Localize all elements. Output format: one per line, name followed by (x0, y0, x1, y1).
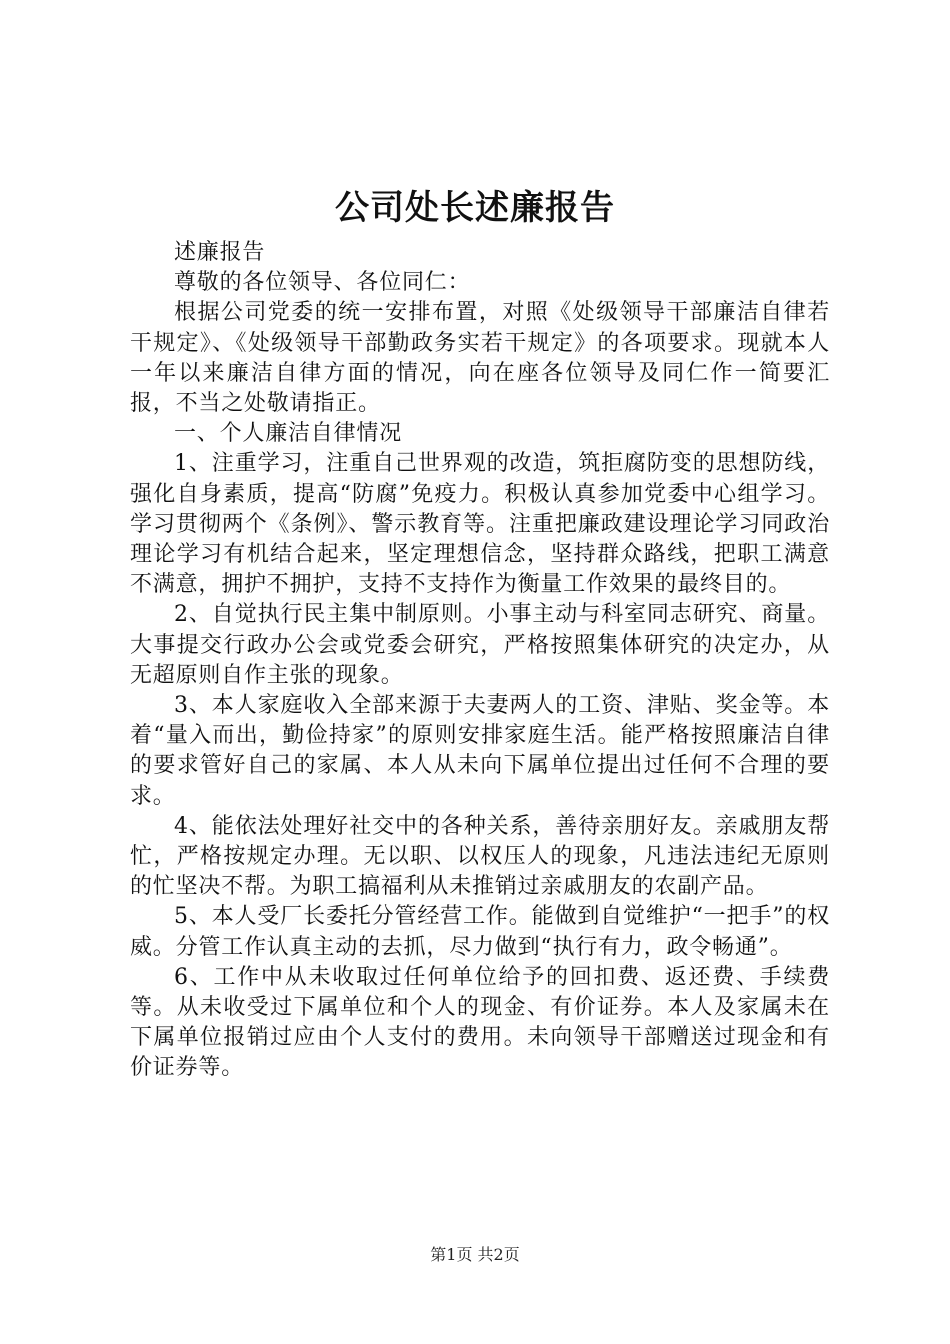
paragraph-item-2: 2、自觉执行民主集中制原则。小事主动与科室同志研究、商量。大事提交行政办公会或党委会研究，严格按照集体研究的决定办，从无超原则自作主张的现象。 (130, 602, 830, 688)
paragraph-item-3: 3、本人家庭收入全部来源于夫妻两人的工资、津贴、奖金等。本着“量入而出，勤俭持家”的原则安排家庭生活。能严格按照廉洁自律的要求管好自己的家属、本人从未向下属单位提出过任何不合理的要求。 (130, 693, 830, 809)
paragraph-heading: 述廉报告 (174, 240, 266, 265)
page-title: 公司处长述廉报告 (335, 188, 615, 228)
paragraph-intro: 根据公司党委的统一安排布置，对照《处级领导干部廉洁自律若干规定》、《处级领导干部勤政务实若干规定》的各项要求。现就本人一年以来廉洁自律方面的情况，向在座各位领导及同仁作一简要汇报，不当之处敬请指正。 (130, 300, 830, 417)
paragraph-item-6: 6、工作中从未收取过任何单位给予的回扣费、返还费、手续费等。从未收受过下属单位和个人的现金、有价证券。本人及家属未在下属单位报销过应由个人支付的费用。未向领导干部赠送过现金和有价证券等。 (130, 964, 830, 1081)
paragraph-item-1: 1、注重学习，注重自己世界观的改造，筑拒腐防变的思想防线，强化自身素质，提高“防腐”免疫力。积极认真参加党委中心组学习。学习贯彻两个《条例》、警示教育等。注重把廉政建设理论学习同政治理论学习有机结合起来，坚定理想信念，坚持群众路线，把职工满意不满意，拥护不拥护，支持不支持作为衡量工作效果的最终目的。 (130, 451, 830, 598)
document-body (130, 238, 830, 1084)
page-footer: 第1页 共2页 (430, 1245, 520, 1264)
paragraph-item-4: 4、能依法处理好社交中的各种关系，善待亲朋好友。亲戚朋友帮忙，严格按规定办理。无以职、以权压人的现象，凡违法违纪无原则的忙坚决不帮。为职工搞福利从未推销过亲戚朋友的农副产品。 (130, 813, 830, 900)
section-heading-1: 一、个人廉洁自律情况 (174, 421, 403, 447)
paragraph-item-5: 5、本人受厂长委托分管经营工作。能做到自觉维护“一把手”的权威。分管工作认真主动的去抓，尽力做到“执行有力，政令畅通”。 (130, 904, 830, 960)
paragraph-salutation: 尊敬的各位领导、各位同仁： (174, 270, 471, 296)
